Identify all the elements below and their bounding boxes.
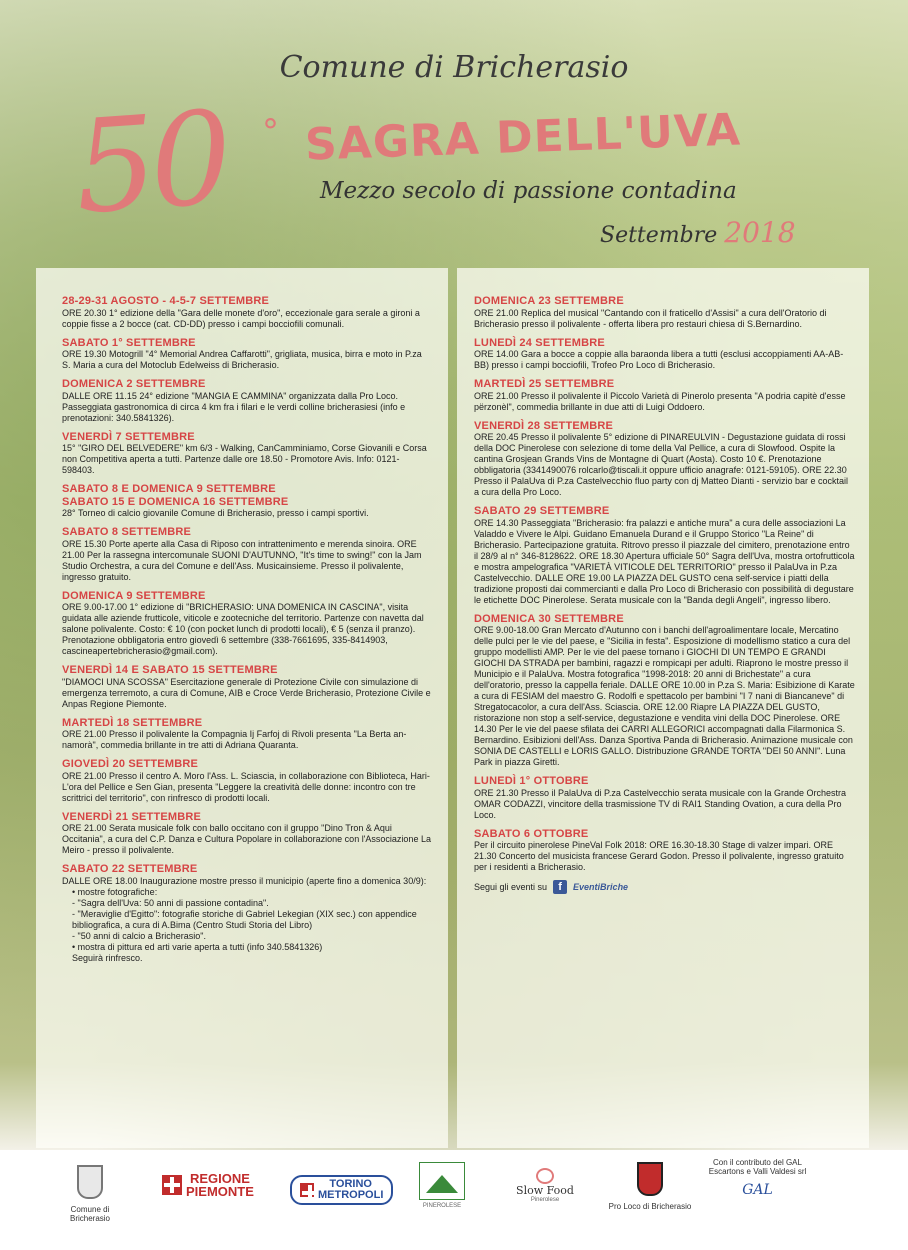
event-block bbox=[474, 295, 855, 330]
event-description: ORE 14.30 Passeggiata "Bricherasio: fra palazzi e antiche mura" a cura delle associazioni La Valaddo e Vivere le Alpi. Guidano Emanuela Durand e il Gruppo Storico "La Reine" di Bricherasio. Partecipazione gratuita. Ritrovo presso il piazzale del cimitero, prenotazione entro il 28/9 al n° 346-8128622. ORE 18.30 Apertura ufficiale 50° Sagra dell'Uva, mostra ortofrutticola e mostra ampelografica "VARIETÀ VITICOLE DEL TERRITORIO" presso il PalaUva in P.za Castelvecchio. DALLE ORE 19.00 LA PIAZZA DEL GUSTO cena self-service i piatti della tradizione proposti dai commercianti e dalla Pro Loco di Bricherasio con possibilità di degustare le etichette DOC Pinerolese. Serata musicale con la "Banda degli Angeli", ingresso libero. bbox=[474, 517, 855, 605]
logo-proloco bbox=[605, 1162, 695, 1211]
event-description: ORE 21.00 Presso il polivalente il Piccolo Varietà di Pinerolo presenta "A podria capitè d'esse përzonèl", commedia brillante in due atti di Luigi Oddoero. bbox=[474, 390, 846, 412]
event-description: ORE 15.30 Porte aperte alla Casa di Riposo con intrattenimento e merenda sinoira. ORE 21.00 Per la rassegna intercomunale SUONI D'AUTUNNO, "It's time to swing!" con la Jam Studio Orchestra, a cura del Comune e dell'Ass. Musicainsieme. Presso il polivalente, ingresso gratuito. bbox=[62, 538, 422, 582]
event-date: SABATO 8 SETTEMBRE bbox=[62, 526, 192, 538]
regione-line2: PIEMONTE bbox=[186, 1184, 254, 1199]
event-description: ORE 21.00 Presso il centro A. Moro l'Ass. L. Sciascia, in collaborazione con Biblioteca, Hari-L'ora del Pellice e Sen Gian, presenta "Leggere la creatività delle donne: incontro con tre scrittrici del territorio", con rinfresco di prodotti locali. bbox=[62, 770, 430, 803]
event-date: DOMENICA 9 SETTEMBRE bbox=[62, 589, 206, 602]
event-block bbox=[62, 295, 432, 330]
event-block bbox=[62, 811, 432, 857]
festival-date bbox=[600, 216, 796, 249]
torino-flag-icon bbox=[300, 1183, 314, 1197]
slowfood-label: Slow Food bbox=[516, 1184, 574, 1197]
right-events bbox=[474, 295, 855, 873]
event-date: SABATO 22 SETTEMBRE bbox=[62, 863, 198, 875]
torino-line2: METROPOLI bbox=[318, 1189, 384, 1201]
event-date: MARTEDÌ 18 SETTEMBRE bbox=[62, 716, 203, 729]
event-date: VENERDÌ 7 SETTEMBRE bbox=[62, 430, 195, 443]
event-date: LUNEDÌ 1° OTTOBRE bbox=[474, 775, 589, 787]
event-description: ORE 21.00 Serata musicale folk con ballo occitano con il gruppo "Dino Tron & Aqui Occitania", a cura del C.P. Danza e Cultura Popolare in collaborazione con l'Associazione La Meiro - presso il polivalente. bbox=[62, 823, 431, 855]
gal-logo: GAL bbox=[742, 1182, 773, 1198]
event-date: SABATO 6 OTTOBRE bbox=[474, 827, 589, 840]
event-description: 15° "GIRO DEL BELVEDERE" km 6/3 - Walking, CanCamminiamo, Corse Giovanili e Corsa non Competitiva aperta a tutti. Partenze dalle ore 18.50 - Promotore Avis. Info: 0121-598403. bbox=[62, 443, 427, 475]
proloco-label: Pro Loco di Bricherasio bbox=[608, 1202, 692, 1211]
event-description: ORE 19.30 Motogrill "4° Memorial Andrea Caffarotti", grigliata, musica, birra e moto in P.za S. Maria a cura del Motoclub Edelweiss di Bricherasio. bbox=[62, 349, 422, 370]
event-description: ORE 21.00 Presso il polivalente la Compagnia Ij Farfoj di Rivoli presenta "La Berta an-namorà", commedia brillante in tre atti di Adriana Quaranta. bbox=[62, 729, 407, 750]
event-block bbox=[62, 590, 432, 658]
event-description: ORE 21.00 Replica del musical "Cantando con il fraticello d'Assisi" a cura dell'Oratorio di Bricherasio presso il polivalente - offerta libera pro restauri chiesa di S.Bernardino. bbox=[474, 307, 827, 329]
event-description: DALLE ORE 18.00 Inaugurazione mostre presso il municipio (aperte fino a domenica 30/9): bbox=[62, 875, 427, 886]
event-date: 28-29-31 AGOSTO - 4-5-7 SETTEMBRE bbox=[62, 295, 270, 307]
event-description: ORE 20.45 Presso il polivalente 5° edizione di PINAREULVIN - Degustazione guidata di rossi della DOC Pinerolese con selezione di tome della Val Pellice, a cura di Slowfood. Ospite la cantina Grosjean Grands Vins de Montagne di Quart (Aosta). Costo 10 €. Prenotazione obbligatoria (3341490076 rolcarlo@tiscali.it oppure ufficio anagrafe: 0121-59105). ORE 22.30 Presso il PalaUva di P.za Castelvecchio fluo party con dj Matteo Dianti - servizio bar e cocktail a cura della Pro Loco. bbox=[474, 432, 849, 497]
event-description: Per il circuito pinerolese PineVal Folk 2018: ORE 16.30-18.30 Stage di valzer impari. ORE 21.30 Concerto del musicista francese Gerard Godon. Presso il polivalente, ingresso gratuito per i residenti a Bricherasio. bbox=[474, 840, 844, 872]
event-date: SABATO 8 E DOMENICA 9 SETTEMBRE bbox=[62, 483, 276, 495]
event-date: SABATO 1° SETTEMBRE bbox=[62, 336, 196, 349]
event-date: VENERDÌ 14 E SABATO 15 SETTEMBRE bbox=[62, 664, 278, 676]
event-date: VENERDÌ 21 SETTEMBRE bbox=[62, 810, 202, 823]
event-block bbox=[474, 828, 855, 874]
event-block bbox=[474, 378, 855, 413]
festival-motto: Mezzo secolo di passione contadina bbox=[320, 178, 737, 204]
gal-text: Con il contributo del GAL Escartons e Valli Valdesi srl bbox=[708, 1158, 807, 1176]
event-list-item: Seguirà rinfresco. bbox=[72, 952, 143, 963]
event-description: ORE 9.00-17.00 1° edizione di "BRICHERASIO: UNA DOMENICA IN CASCINA", visita guidata alle aziende frutticole, viticole e zootecniche del territorio. Partenze con navetta dal salone polivalente. Costo: € 10 (con pocket lunch di prodotti locali), € 5 (senza il pranzo). Prenotazione obbligatoria entro giovedì 6 settembre (338-7661695, 335-8414903, cascineapertebricherasio@gmail.com). bbox=[62, 602, 424, 656]
logo-regione bbox=[162, 1172, 254, 1198]
event-description: 28° Torneo di calcio giovanile Comune di Bricherasio, presso i campi sportivi. bbox=[62, 508, 369, 518]
event-block bbox=[62, 526, 432, 583]
logo-slowfood bbox=[505, 1168, 585, 1203]
event-list-item: - "Meraviglie d'Egitto": fotografie storiche di Gabriel Lekegian (XIX sec.) con appendice bibliografica, a cura di A.Bima (Centro Studi Storia del Libro) bbox=[72, 908, 417, 930]
event-block bbox=[474, 775, 855, 821]
event-description: DALLE ORE 11.15 24° edizione "MANGIA E CAMMINA" organizzata dalla Pro Loco. Passeggiata gastronomica di circa 4 km fra i filari e le verdi colline bricherasiesi (info e prenotazioni: 340.5841326). bbox=[62, 390, 406, 423]
anniversary-number: 50 bbox=[69, 83, 231, 244]
event-date: DOMENICA 2 SETTEMBRE bbox=[62, 378, 206, 390]
logo-torino bbox=[290, 1175, 393, 1205]
sponsor-footer bbox=[0, 1150, 908, 1250]
festival-title: SAGRA DELL'UVA bbox=[304, 104, 742, 171]
event-date: SABATO 29 SETTEMBRE bbox=[474, 505, 610, 517]
event-block bbox=[62, 664, 432, 710]
torino-line1: TORINO bbox=[329, 1178, 372, 1190]
logo-comune-label: Comune di Bricherasio bbox=[69, 1205, 110, 1223]
festival-month: Settembre bbox=[600, 223, 718, 248]
event-list-item: - "50 anni di calcio a Bricherasio". bbox=[72, 930, 206, 941]
facebook-page-name[interactable]: EventiBriche bbox=[573, 882, 629, 892]
event-block bbox=[62, 337, 432, 372]
event-description: ORE 20.30 1° edizione della "Gara delle monete d'oro", eccezionale gara serale a gironi a coppie fisse a 2 bocce (cat. CD-DD) presso i campi bocciofili comunali. bbox=[62, 307, 420, 329]
program-left-column bbox=[36, 268, 448, 1148]
municipality-heading: Comune di Bricherasio bbox=[279, 50, 629, 85]
event-date: VENERDÌ 28 SETTEMBRE bbox=[474, 419, 614, 432]
degree-sign: ° bbox=[262, 112, 279, 152]
event-list-item: - "Sagra dell'Uva: 50 anni di passione contadina". bbox=[72, 897, 269, 908]
event-list-item: • mostra di pittura ed arti varie aperta a tutti (info 340.5841326) bbox=[72, 941, 323, 952]
pinerolese-label: PINEROLESE bbox=[422, 1203, 462, 1209]
event-date: SABATO 15 E DOMENICA 16 SETTEMBRE bbox=[62, 495, 289, 508]
event-block bbox=[474, 505, 855, 606]
event-block bbox=[62, 483, 432, 519]
piemonte-flag-icon bbox=[162, 1175, 182, 1195]
event-description: ORE 14.00 Gara a bocce a coppie alla baraonda libera a tutti (esclusi accoppiamenti AA-AB-BB) presso i campi bocciofili, Trofeo Pro Loco di Bricherasio. bbox=[474, 349, 844, 370]
logo-gal bbox=[700, 1158, 815, 1198]
event-block bbox=[474, 337, 855, 372]
comune-crest-icon bbox=[77, 1165, 103, 1199]
slowfood-sub: Pinerolese bbox=[530, 1197, 560, 1203]
facebook-icon: f bbox=[553, 880, 567, 894]
event-block bbox=[62, 758, 432, 804]
event-description: ORE 21.30 Presso il PalaUva di P.za Castelvecchio serata musicale con la Grande Orchestra OMAR CODAZZI, vincitore della trasmissione TV di RAI1 Standing Ovation, a cura della Pro Loco. bbox=[474, 787, 847, 820]
event-block bbox=[474, 420, 855, 499]
event-date: GIOVEDÌ 20 SETTEMBRE bbox=[62, 758, 199, 770]
event-date: LUNEDÌ 24 SETTEMBRE bbox=[474, 336, 605, 349]
festival-year: 2018 bbox=[724, 216, 796, 249]
event-date: MARTEDÌ 25 SETTEMBRE bbox=[474, 378, 615, 390]
event-date: DOMENICA 30 SETTEMBRE bbox=[474, 612, 624, 625]
logo-comune bbox=[50, 1165, 130, 1223]
event-date: DOMENICA 23 SETTEMBRE bbox=[474, 295, 624, 307]
mountain-icon bbox=[419, 1162, 465, 1200]
event-block bbox=[62, 378, 432, 424]
proloco-shield-icon bbox=[637, 1162, 663, 1196]
event-description: "DIAMOCI UNA SCOSSA" Esercitazione generale di Protezione Civile con simulazione di emergenza terremoto, a cura di Comune, AIB e Croce Verde Bricherasio, Protezione Civile e Anpas Regione Piemonte. bbox=[62, 676, 431, 709]
snail-icon bbox=[536, 1168, 554, 1184]
event-block bbox=[474, 613, 855, 769]
social-follow[interactable] bbox=[474, 880, 855, 894]
social-label: Segui gli eventi su bbox=[474, 882, 548, 892]
logo-pinerolese bbox=[412, 1162, 472, 1209]
event-block bbox=[62, 863, 432, 964]
program-right-column bbox=[457, 268, 869, 1148]
regione-line1: REGIONE bbox=[189, 1171, 250, 1186]
event-block bbox=[62, 431, 432, 477]
event-block bbox=[62, 717, 432, 752]
event-description: ORE 9.00-18.00 Gran Mercato d'Autunno con i banchi dell'agroalimentare locale, Mercatino delle pulci per le vie del paese, e "Sicilia in festa". Esposizione di modellismo statico a cura del gruppo modellisti AMP. Per le vie del paese tornano i GIOCHI DI UN TEMPO E GRANDI GIOCHI DA STRADA per bambini, ragazzi e rompicapi per adulti. Riaprono le mostre presso il Municipio e il PalaUva. Mostra fotografica "1998-2018: 20 anni di Brichestate" a cura dell'oratorio, presso la cappella feriale. DALLE ORE 10.00 in P.za S. Maria: Esibizione di Karate a cura di FESIAM del maestro G. Rodolfi e spettacolo per bambini "I 7 nani di Biancaneve" di Stregatocacolor, a cura dell'Ass. Sciascia. ORE 12.00 Riapre LA PIAZZA DEL GUSTO, ristorazione non stop a self-service, degustazione e vendita vini della DOC Pinerolese. ORE 14.30 Per le vie del paese sfilata dei CARRI ALLEGORICI accompagnati dalla Filarmonica S. Bernardino. Esibizioni dell'Ass. Danza Sportiva Panda di Bricherasio. Animazione musicale con SONIA DE CASTELLI e LORIS GALLO. Distribuzione GRANDE TORTA "DEI 50 ANNI". Luna Park in piazza Giretti. bbox=[474, 625, 855, 767]
event-list-item: • mostre fotografiche: bbox=[72, 886, 158, 897]
